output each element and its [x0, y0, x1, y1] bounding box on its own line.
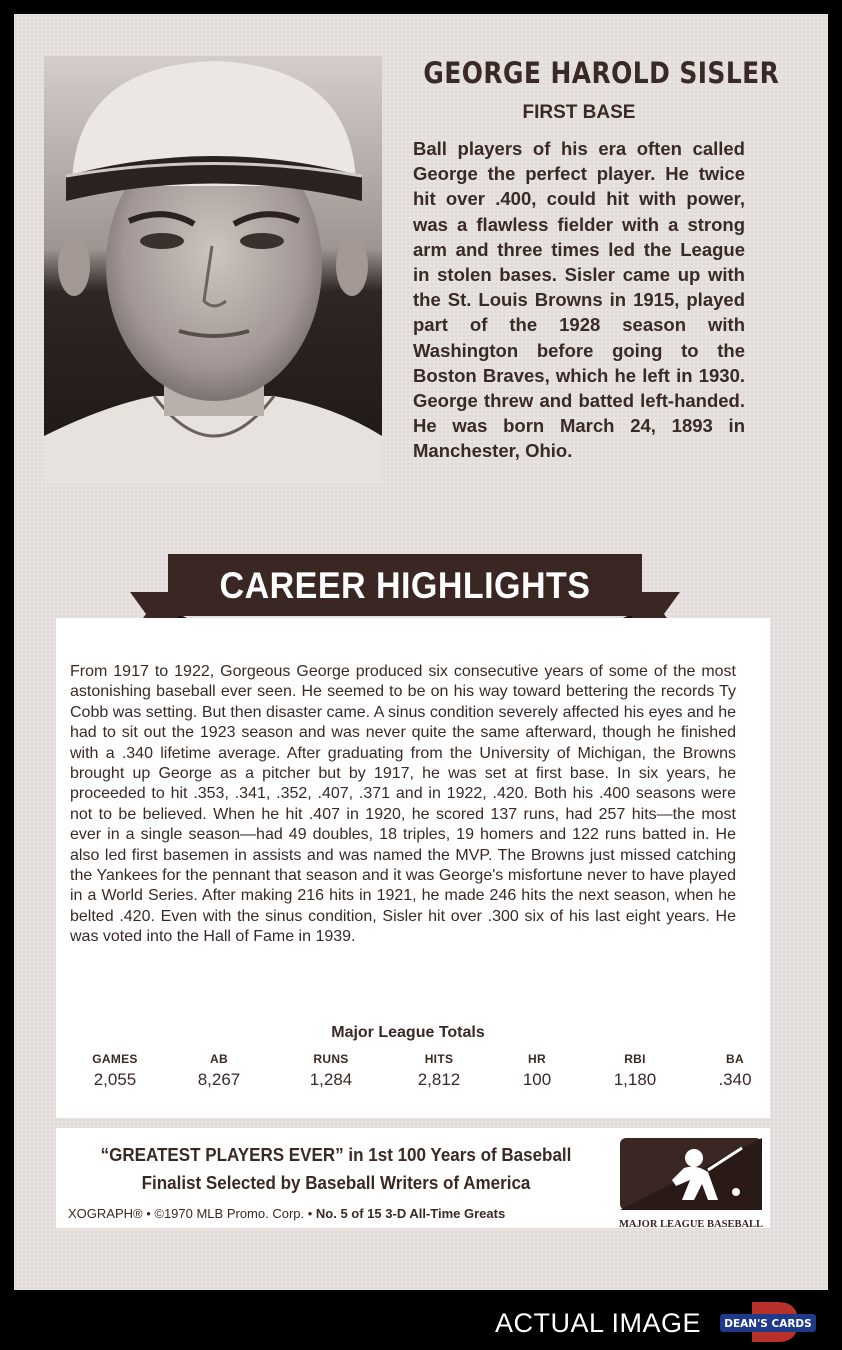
player-name: GEORGE HAROLD SISLER	[423, 56, 780, 90]
stat-label: BA	[726, 1052, 744, 1066]
footer-copyright	[68, 1206, 628, 1221]
stat-label: GAMES	[92, 1052, 138, 1066]
stat-label: RUNS	[313, 1052, 349, 1066]
stat-value: 1,284	[309, 1070, 353, 1089]
actual-image-label: ACTUAL IMAGE	[495, 1308, 702, 1338]
totals-title: Major League Totals	[331, 1024, 485, 1041]
stat-ab	[174, 1052, 264, 1090]
stat-label: RBI	[624, 1052, 646, 1066]
player-bio: Ball players of his era often called George the perfect player. He twice hit over .400, could hit with power, was a flawless fielder with a strong arm and three times led the League in stolen bases. Sisler came up with the St. Louis Browns in 1915, played part of the 1928 season with Washington before going to the Boston Braves, which he left in 1930. George threw and batted left-handed. He was born March 24, 1893 in Manchester, Ohio.	[413, 138, 745, 462]
stat-value: 2,812	[417, 1070, 461, 1089]
stat-ba	[690, 1052, 780, 1090]
mlb-logo-icon	[618, 1136, 764, 1232]
career-highlights-title: CAREER HIGHLIGHTS	[219, 565, 591, 606]
footer-finalist: Finalist Selected by Baseball Writers of America	[141, 1172, 531, 1193]
mlb-logo-text: MAJOR LEAGUE BASEBALL	[618, 1219, 764, 1230]
stat-runs	[286, 1052, 376, 1090]
player-position: FIRST BASE	[522, 102, 636, 123]
footer-quote: “GREATEST PLAYERS EVER”	[100, 1144, 344, 1165]
stat-label: HR	[528, 1052, 546, 1066]
career-highlights-text: From 1917 to 1922, Gorgeous George produced six consecutive years of some of the most astonishing baseball ever seen. He seemed to be on his way toward bettering the records Ty Cobb was setting. But then disaster came. A sinus condition severely affected his eyes and he had to sit out the 1923 season and was never quite the same afterward, though he finished with a .340 lifetime average. After graduating from the University of Michigan, the Browns brought up George as a pitcher but by 1917, he was set at first base. In six years, he proceeded to hit .353, .341, .352, .407, .371 and in 1922, .420. Both his .400 seasons were not to be believed. When he hit .407 in 1920, he scored 137 runs, had 257 hits—the most ever in a single season—had 49 doubles, 18 triples, 19 homers and 122 runs batted in. He also led first basemen in assists and was named the MVP. The Browns just missed catching the Yankees for the pennant that season and it was George's misfortune never to have played in a World Series. After making 216 hits in 1921, he made 246 hits the next season, when he belted .420. Even with the sinus condition, Sisler hit over .300 six of his last eight years. He was voted into the Hall of Fame in 1939.	[70, 663, 736, 946]
stat-value: .340	[718, 1070, 752, 1089]
deans-logo-text: DEAN'S CARDS	[724, 1318, 812, 1330]
footer-greatest-players	[78, 1144, 593, 1166]
stat-hr	[492, 1052, 582, 1090]
stat-games	[70, 1052, 160, 1090]
stat-value: 2,055	[93, 1070, 137, 1089]
deans-cards-logo-icon[interactable]	[718, 1300, 818, 1344]
stat-rbi	[590, 1052, 680, 1090]
stat-value: 1,180	[613, 1070, 657, 1089]
stat-value: 8,267	[197, 1070, 241, 1089]
stat-label: HITS	[424, 1052, 454, 1066]
footer-brand: XOGRAPH® • ©1970 MLB Promo. Corp. •	[68, 1206, 316, 1221]
stat-value: 100	[522, 1070, 552, 1089]
stat-label: AB	[210, 1052, 228, 1066]
stat-hits	[394, 1052, 484, 1090]
footer-card-number: No. 5 of 15 3-D All-Time Greats	[315, 1206, 506, 1221]
player-photo	[44, 56, 382, 484]
footer-quote-rest: in 1st 100 Years of Baseball	[343, 1144, 572, 1165]
